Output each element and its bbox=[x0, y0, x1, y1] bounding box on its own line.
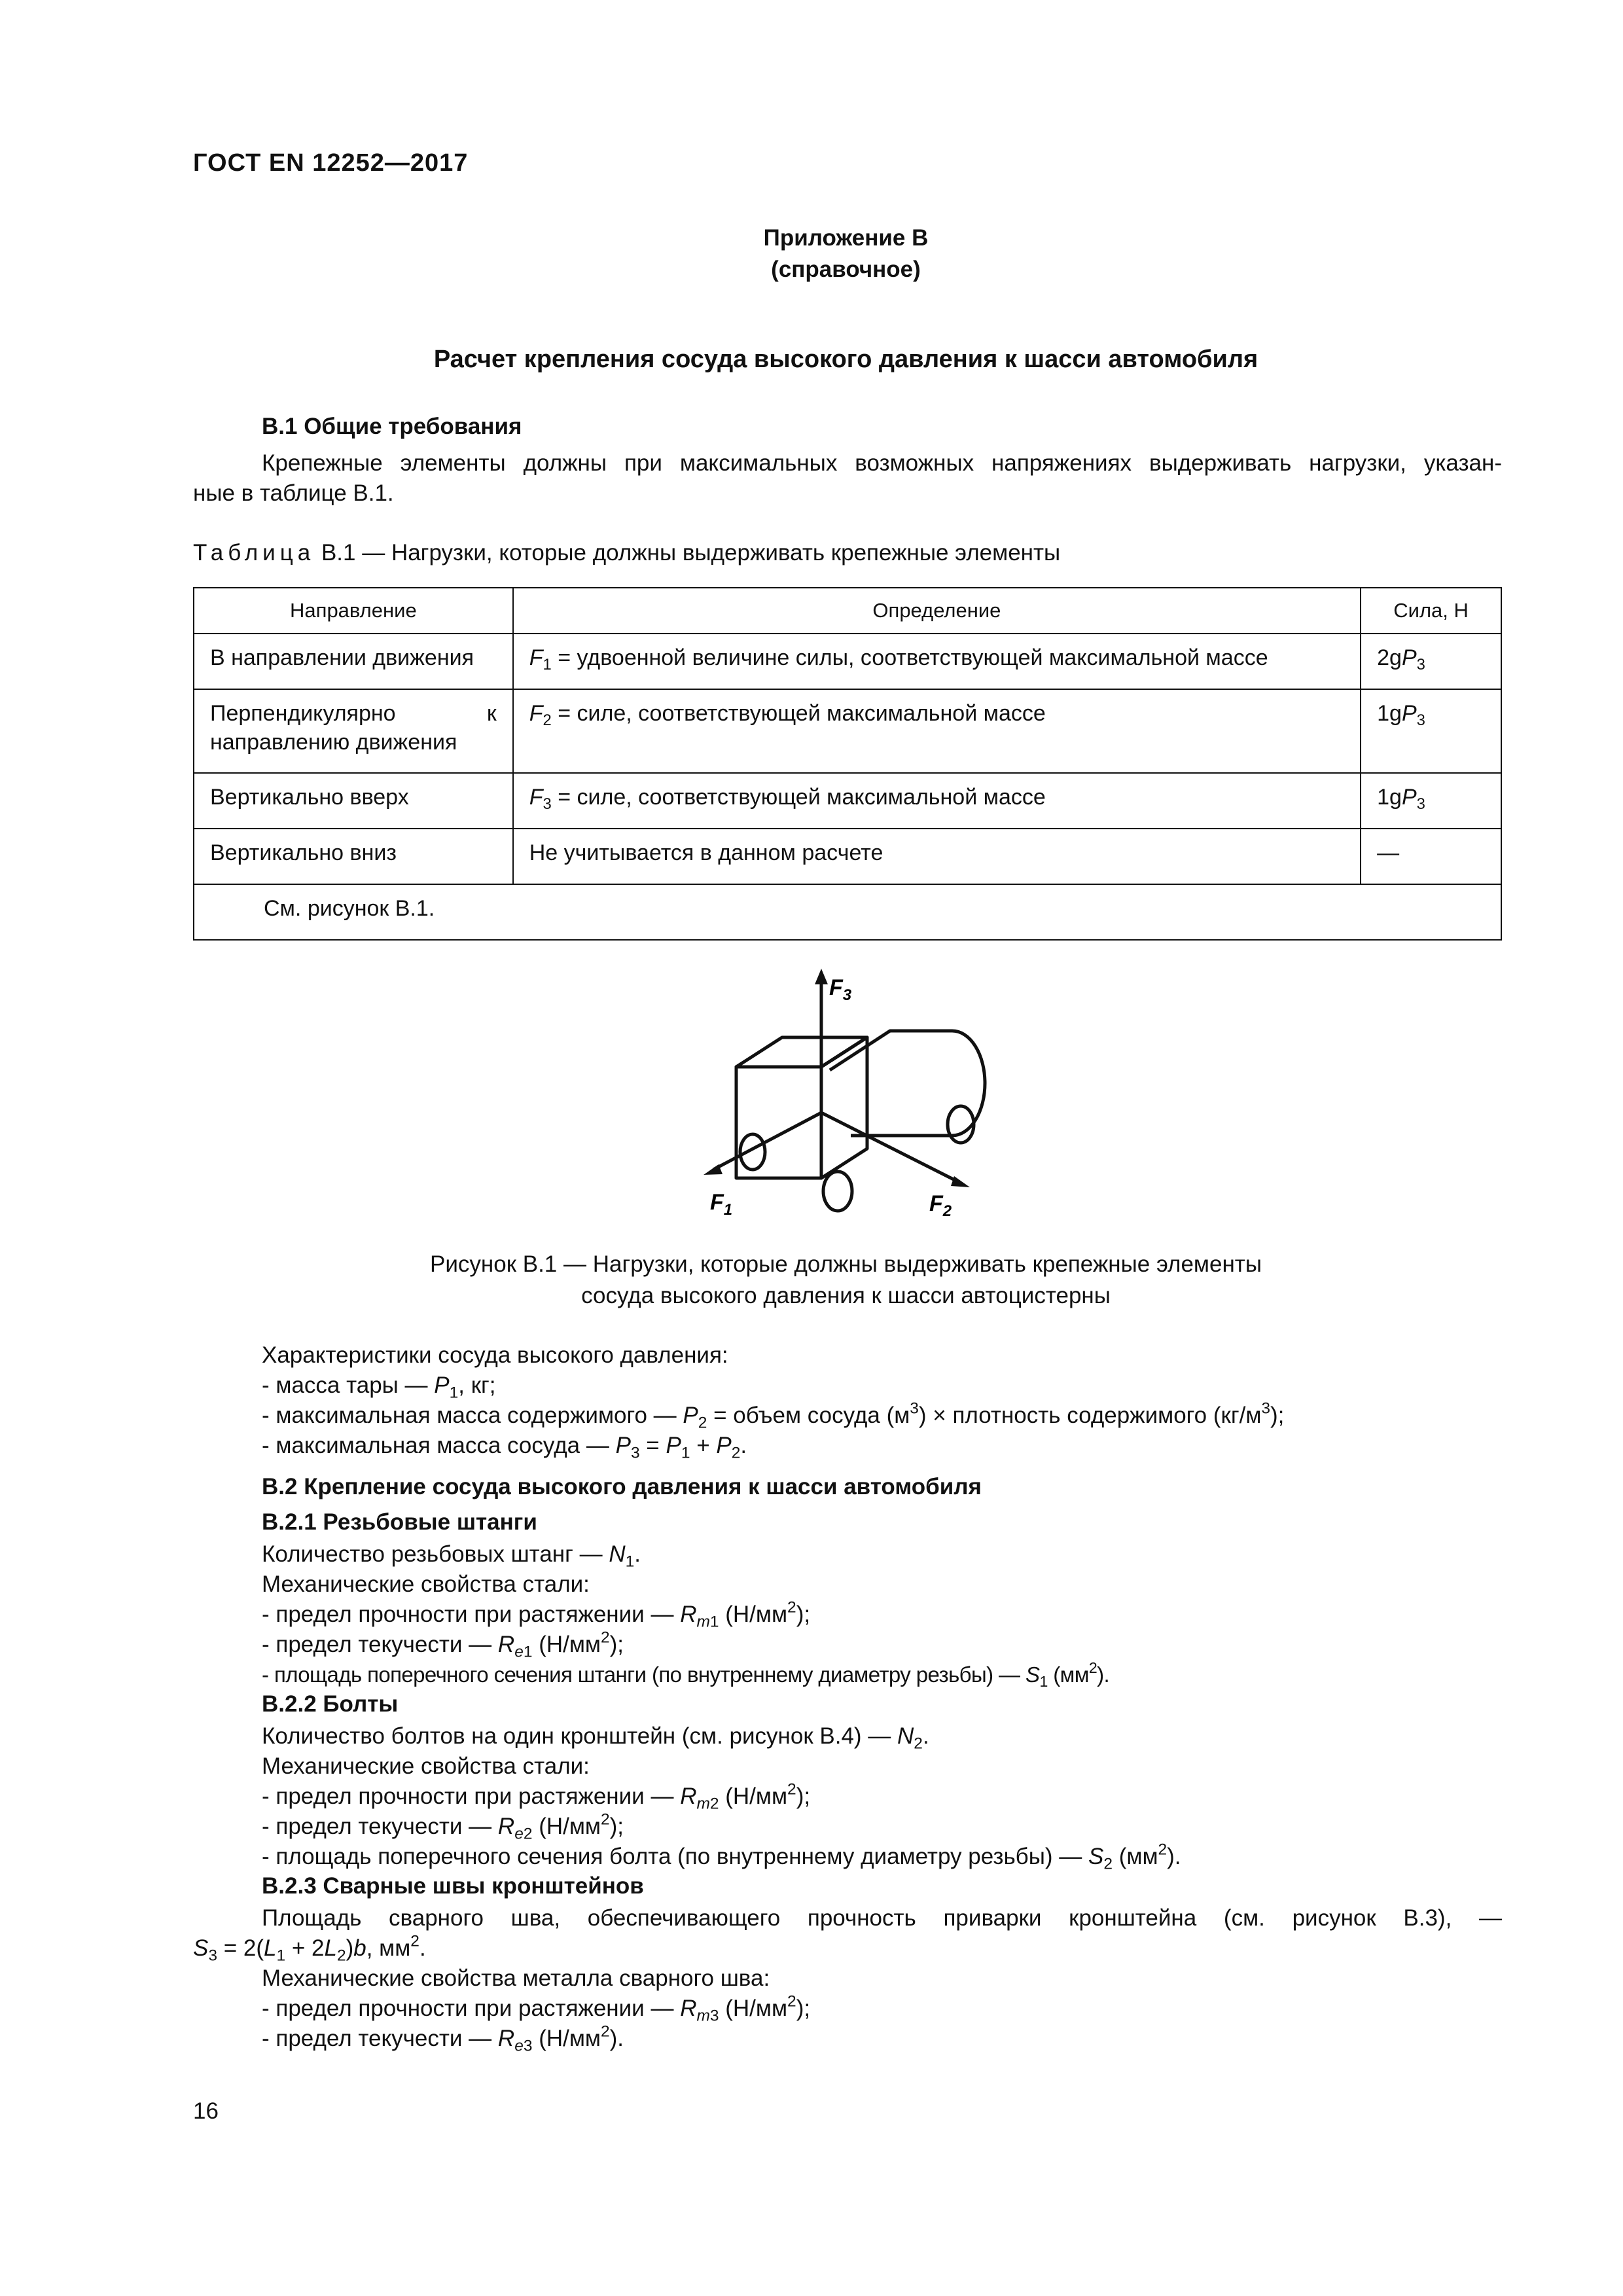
page-number: 16 bbox=[193, 2098, 219, 2124]
symbol-f: F bbox=[529, 785, 543, 810]
definition-text: = удвоенной величине силы, соответствующей максимальной массе bbox=[551, 645, 1268, 670]
b23-weld-line1: Площадь сварного шва, обеспечивающего прочность приварки кронштейна (см. рисунок В.3), — bbox=[262, 1905, 1502, 1931]
table-row bbox=[194, 773, 1501, 829]
table-header-row bbox=[194, 588, 1501, 634]
section-b1-para-line2: ные в таблице В.1. bbox=[193, 480, 394, 506]
symbol-p: P bbox=[1401, 701, 1417, 726]
b23-weld-metal: Механические свойства металла сварного шва: bbox=[262, 1965, 770, 1991]
table-cell-definition bbox=[513, 689, 1361, 773]
section-b2-heading: В.2 Крепление сосуда высокого давления к шасси автомобиля bbox=[262, 1474, 982, 1499]
b21-steel-props: Механические свойства стали: bbox=[262, 1571, 590, 1597]
table-header-direction: Направление bbox=[194, 588, 513, 634]
section-b21-heading: В.2.1 Резьбовые штанги bbox=[262, 1509, 537, 1535]
table-cell-direction: Перпендикулярно к направлению движения bbox=[194, 689, 513, 773]
b23-weld-formula: $S_3 = 2(L_1 + 2L_2)b$, $мм^2$. bbox=[193, 1932, 426, 1965]
table-caption-rest: В.1 — Нагрузки, которые должны выдерживать крепежные элементы bbox=[315, 540, 1061, 565]
table-caption-prefix: Таблица bbox=[193, 540, 315, 565]
document-id: ГОСТ EN 12252—2017 bbox=[193, 149, 469, 177]
axis-f1 bbox=[713, 1113, 821, 1170]
symbol-p: P bbox=[1401, 785, 1417, 810]
annex-status: (справочное) bbox=[771, 257, 921, 282]
b22-yield: - предел текучести — $R_{e2}$ $(Н/мм^2)$; bbox=[262, 1810, 624, 1843]
section-b22-heading: В.2.2 Болты bbox=[262, 1691, 399, 1717]
table-cell-definition: Не учитывается в данном расчете bbox=[513, 829, 1361, 884]
cab-front bbox=[736, 1067, 821, 1178]
table-cell-force: — bbox=[1361, 829, 1501, 884]
label-f1: $F_1$ bbox=[710, 1190, 733, 1219]
symbol-sub: 1 bbox=[543, 656, 552, 674]
b21-tensile: - предел прочности при растяжении — $R_{m1}$ $(Н/мм^2)$; bbox=[262, 1598, 811, 1631]
b21-yield: - предел текучести — $R_{e1}$ $(Н/мм^2)$; bbox=[262, 1628, 624, 1661]
table-cell-force bbox=[1361, 773, 1501, 829]
b22-steel-props: Механические свойства стали: bbox=[262, 1753, 590, 1779]
table-row bbox=[194, 689, 1501, 773]
section-b1-para-line1: Крепежные элементы должны при максимальных возможных напряжениях выдерживать нагрузки, указан- bbox=[262, 450, 1502, 476]
symbol-sub: 3 bbox=[543, 795, 552, 814]
table-footer-row bbox=[194, 884, 1501, 940]
section-b23-heading: В.2.3 Сварные швы кронштейнов bbox=[262, 1873, 644, 1899]
symbol-sub: 3 bbox=[1416, 795, 1425, 814]
b22-count: Количество болтов на один кронштейн (см. рисунок В.4) — $N_2$. bbox=[262, 1723, 929, 1753]
figure-caption-line1: Рисунок В.1 — Нагрузки, которые должны выдерживать крепежные элементы bbox=[430, 1251, 1262, 1277]
b23-tensile: - предел прочности при растяжении — $R_{m3}$ $(Н/мм^2)$; bbox=[262, 1992, 811, 2025]
table-header-definition: Определение bbox=[513, 588, 1361, 634]
section-b1-heading: В.1 Общие требования bbox=[262, 414, 522, 439]
definition-text: = силе, соответствующей максимальной массе bbox=[551, 785, 1046, 810]
annex-title: Приложение В bbox=[763, 225, 929, 251]
table-cell-direction: Вертикально вверх bbox=[194, 773, 513, 829]
table-cell-direction: В направлении движения bbox=[194, 634, 513, 689]
label-f2: $F_2$ bbox=[929, 1191, 952, 1220]
figure-b1-diagram bbox=[674, 962, 1041, 1230]
figure-caption-line2: сосуда высокого давления к шасси автоцистерны bbox=[581, 1283, 1111, 1308]
arrow-f2-icon bbox=[951, 1176, 970, 1187]
symbol-sub: 2 bbox=[543, 711, 552, 730]
table-cell-definition bbox=[513, 773, 1361, 829]
loads-table bbox=[193, 587, 1502, 941]
wheel-front bbox=[823, 1172, 852, 1211]
symbol-p: P bbox=[1401, 645, 1417, 670]
b21-rod-area: - площадь поперечного сечения штанги (по внутреннему диаметру резьбы) — $S_1$ $(мм^2)$. bbox=[262, 1659, 1110, 1690]
table-cell-force bbox=[1361, 689, 1501, 773]
table-cell-force bbox=[1361, 634, 1501, 689]
table-row bbox=[194, 634, 1501, 689]
table-row bbox=[194, 829, 1501, 884]
table-caption bbox=[193, 538, 1060, 568]
arrow-f3-icon bbox=[815, 969, 828, 984]
label-f3: $F_3$ bbox=[829, 975, 852, 1004]
force-coef: 1g bbox=[1377, 785, 1402, 810]
definition-text: = силе, соответствующей максимальной массе bbox=[551, 701, 1046, 726]
b23-yield: - предел текучести — $R_{e3}$ $(Н/мм^2)$. bbox=[262, 2022, 624, 2055]
wheel-rear-right bbox=[948, 1106, 974, 1143]
force-coef: 2g bbox=[1377, 645, 1402, 670]
characteristics-item3: - максимальная масса сосуда — $P_3 = P_1 + P_2$. bbox=[262, 1433, 747, 1462]
characteristics-item2: - максимальная масса содержимого — $P_2$ = объем сосуда $(м^3)$ × плотность содержимого $(кг/м^3)$; bbox=[262, 1399, 1285, 1432]
cab-top bbox=[736, 1037, 867, 1067]
b22-tensile: - предел прочности при растяжении — $R_{m2}$ $(Н/мм^2)$; bbox=[262, 1780, 811, 1813]
symbol-f: F bbox=[529, 701, 543, 726]
table-cell-direction: Вертикально вниз bbox=[194, 829, 513, 884]
symbol-sub: 3 bbox=[1416, 656, 1425, 674]
b21-count: Количество резьбовых штанг — $N_1$. bbox=[262, 1541, 641, 1571]
cab-side bbox=[821, 1037, 867, 1178]
b22-bolt-area: - площадь поперечного сечения болта (по внутреннему диаметру резьбы) — $S_2$ $(мм^2)$. bbox=[262, 1840, 1181, 1873]
table-footer-note: См. рисунок В.1. bbox=[194, 884, 1501, 940]
table-header-force: Сила, Н bbox=[1361, 588, 1501, 634]
table-cell-definition bbox=[513, 634, 1361, 689]
symbol-sub: 3 bbox=[1416, 711, 1425, 730]
symbol-f: F bbox=[529, 645, 543, 670]
main-title: Расчет крепления сосуда высокого давления к шасси автомобиля bbox=[433, 346, 1258, 373]
characteristics-heading: Характеристики сосуда высокого давления: bbox=[262, 1342, 728, 1368]
characteristics-item1: - масса тары — $P_1$, кг; bbox=[262, 1372, 496, 1402]
force-coef: 1g bbox=[1377, 701, 1402, 726]
